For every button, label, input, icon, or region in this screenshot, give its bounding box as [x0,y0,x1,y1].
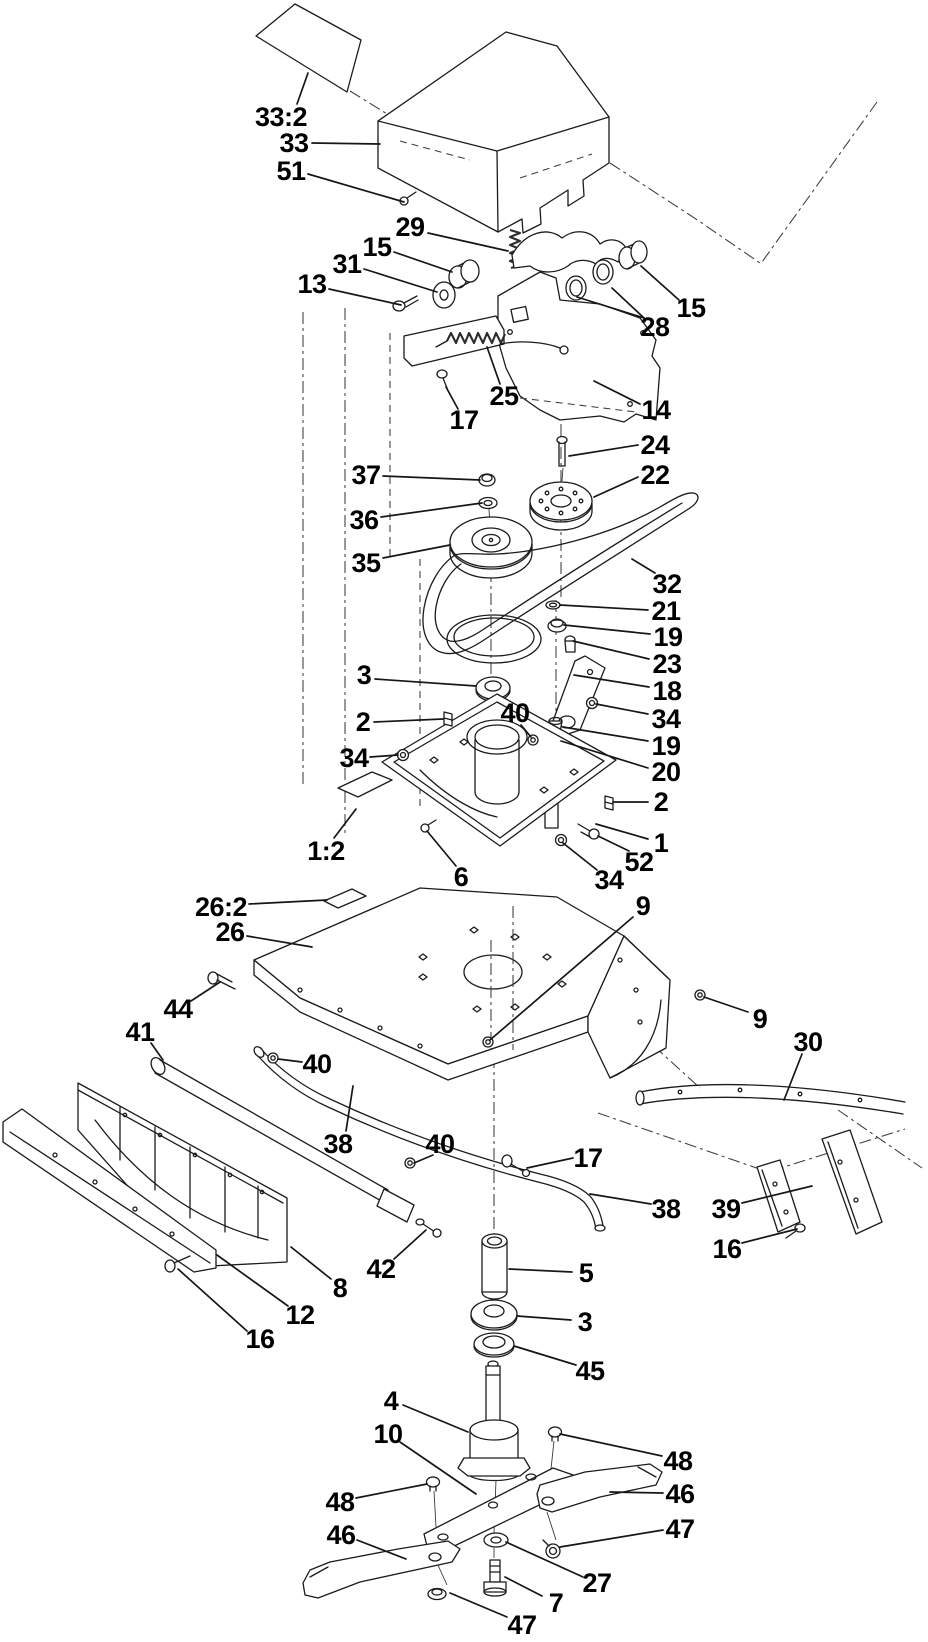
callout-leader-15 [641,266,679,300]
decal-1-2 [338,772,392,797]
callout-label-48: 48 [325,1487,355,1517]
bolt-17-upper [437,370,447,388]
callout-leader-46 [610,1492,663,1493]
pulley-35 [450,517,532,578]
callout-label-15: 15 [362,232,392,262]
callout-leader-47 [560,1530,663,1547]
bolt-47-bottom [428,1589,446,1600]
bracket-39 [757,1160,800,1232]
callout-label-47: 47 [665,1514,695,1544]
callout-leader-1 [596,824,648,839]
callout-label-3: 3 [577,1307,593,1337]
callout-label-14: 14 [641,395,671,425]
callout-leader-9 [704,997,748,1012]
callout-leader-47 [450,1593,507,1617]
callout-label-23: 23 [652,649,682,679]
callout-label-17: 17 [573,1143,603,1173]
nut-37 [479,474,495,486]
callout-label-22: 22 [640,460,670,490]
washer-27 [484,1533,508,1547]
callout-label-1:2: 1:2 [307,836,345,866]
callout-label-5: 5 [578,1258,594,1288]
callout-leader-33:2 [297,73,308,104]
callout-label-19: 19 [651,731,681,761]
clip-2-right [605,796,613,810]
bolt-47-right [543,1540,560,1558]
callout-leader-44 [191,982,220,1001]
bolt-7 [484,1560,506,1596]
callout-label-42: 42 [366,1254,396,1284]
callout-label-21: 21 [651,596,681,626]
callout-label-51: 51 [276,156,306,186]
callout-label-8: 8 [332,1273,348,1303]
callout-label-34: 34 [594,865,624,895]
callout-label-16: 16 [712,1234,742,1264]
callout-label-41: 41 [125,1017,155,1047]
callout-leader-3 [517,1316,571,1320]
callout-leader-24 [569,445,638,456]
callout-label-48: 48 [663,1446,693,1476]
callout-leader-17 [527,1158,573,1168]
callout-leader-3 [375,679,476,686]
callout-label-25: 25 [489,381,519,411]
callout-leader-16 [178,1269,247,1331]
callout-label-37: 37 [351,460,381,490]
rings-28 [566,260,613,300]
callout-leader-25 [487,347,500,384]
spindle-4 [458,1361,530,1481]
callout-label-46: 46 [326,1520,356,1550]
bolt-6 [421,820,436,832]
bolt-24 [557,437,567,482]
callout-leader-34 [563,843,597,870]
side-plate-right [822,1130,882,1234]
callout-label-19: 19 [653,622,683,652]
callout-label-2: 2 [653,787,669,817]
bolt-48-left [427,1477,440,1491]
callout-label-34: 34 [339,743,369,773]
callout-label-12: 12 [285,1300,315,1330]
nut-34-right [587,698,598,709]
callout-label-6: 6 [453,862,469,892]
callout-label-38: 38 [323,1129,353,1159]
callout-label-24: 24 [640,430,670,460]
spacer-tube-5 [482,1234,507,1299]
callout-label-39: 39 [711,1194,741,1224]
callout-label-2: 2 [355,707,371,737]
nut-40-left [268,1053,278,1063]
callout-leader-35 [383,545,450,558]
callout-label-32: 32 [652,569,682,599]
callout-leader-36 [381,503,482,517]
callout-label-26:2: 26:2 [194,892,248,922]
callout-leader-33 [312,143,380,144]
callout-label-17: 17 [449,405,479,435]
callout-label-33: 33 [279,128,309,158]
callout-label-46: 46 [665,1479,695,1509]
callout-label-7: 7 [548,1588,564,1618]
callout-leader-15 [394,252,452,272]
screw-51 [400,192,416,205]
callout-layer [125,73,822,1640]
clip-2-left [444,712,452,726]
callout-label-20: 20 [651,757,681,787]
callout-label-30: 30 [793,1027,823,1057]
callout-leader-26:2 [249,900,327,904]
callout-label-40: 40 [500,698,530,728]
callout-label-44: 44 [163,994,193,1024]
callout-label-35: 35 [351,548,381,578]
callout-label-52: 52 [624,847,654,877]
callout-label-28: 28 [640,312,670,342]
pin-42 [416,1219,441,1237]
callout-leader-31 [364,269,437,292]
callout-leader-40 [278,1059,302,1062]
callout-leader-2 [374,719,443,722]
idler-pulley-22 [530,482,592,530]
callout-label-40: 40 [425,1129,455,1159]
callout-leader-8 [291,1247,331,1279]
callout-leader-42 [394,1230,426,1259]
callout-leader-22 [594,477,638,497]
callout-label-9: 9 [752,1004,768,1034]
callout-label-13: 13 [297,269,327,299]
callout-label-47: 47 [507,1610,537,1640]
callout-label-10: 10 [373,1419,403,1449]
nut-19-upper [548,619,566,632]
callout-leader-1:2 [334,809,356,838]
callout-label-4: 4 [383,1386,399,1416]
callout-label-3: 3 [356,660,372,690]
callout-label-40: 40 [302,1049,332,1079]
callout-label-15: 15 [676,293,706,323]
seal-45 [474,1333,514,1357]
callout-leader-29 [428,233,508,251]
callout-leader-6 [427,831,456,866]
cover-plate-33-2 [256,4,361,92]
callout-label-34: 34 [651,704,681,734]
nut-9-right [695,990,705,1000]
deflector-30 [636,1085,905,1114]
callout-leader-48 [356,1484,427,1498]
callout-label-18: 18 [652,676,682,706]
callout-leader-21 [560,605,648,610]
fitting-23 [565,636,575,652]
callout-label-45: 45 [575,1356,605,1386]
callout-leader-38 [590,1194,651,1204]
washer-3-lower [471,1300,517,1330]
belt-cover-33 [378,32,609,233]
callout-label-31: 31 [332,249,362,279]
callout-label-27: 27 [582,1568,612,1598]
callout-label-33:2: 33:2 [254,102,308,132]
callout-label-9: 9 [635,891,651,921]
callout-leader-51 [308,174,404,202]
decal-26-2 [324,889,366,908]
callout-leader-7 [505,1577,542,1596]
washer-31 [433,282,455,308]
callout-leader-48 [560,1434,662,1456]
bolt-52 [578,824,599,839]
callout-leader-45 [514,1346,576,1365]
callout-label-16: 16 [245,1324,275,1354]
callout-label-38: 38 [651,1194,681,1224]
callout-leader-27 [506,1542,583,1577]
callout-leader-19 [564,625,650,634]
bushing-15-left [449,260,479,288]
callout-label-26: 26 [215,917,245,947]
nut-34-left [398,750,409,761]
callout-leader-34 [596,704,648,714]
callout-leader-4 [403,1405,468,1432]
clip-21 [546,601,560,609]
callout-leader-5 [509,1269,572,1272]
callout-label-29: 29 [395,212,425,242]
callout-label-1: 1 [653,828,669,858]
callout-leader-37 [383,476,480,480]
callout-leader-30 [784,1054,802,1100]
callout-leader-13 [329,289,401,305]
callout-label-36: 36 [349,505,379,535]
